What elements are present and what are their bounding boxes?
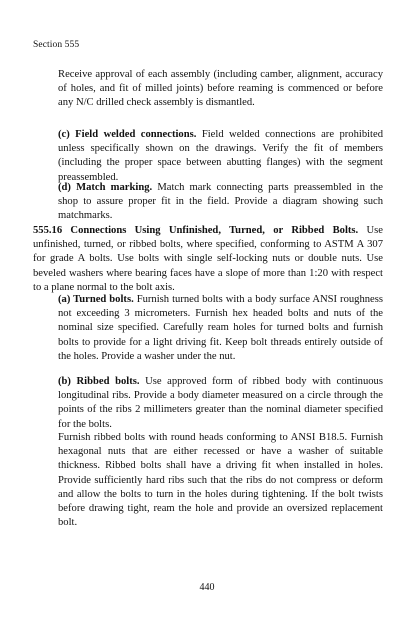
paragraph-field-welded [58, 128, 383, 185]
paragraph-assembly-approval [58, 68, 383, 111]
paragraph-heading: (c) Field welded connections. [58, 129, 197, 140]
paragraph-555-16 [33, 224, 383, 295]
paragraph-heading: (b) Ribbed bolts. [58, 376, 140, 387]
paragraph-turned-bolts [58, 293, 383, 364]
page-number: 440 [199, 582, 215, 593]
paragraph-text: Receive approval of each assembly (including camber, alignment, accuracy of holes, and fit of milled joints) before reaming is commenced or before any N/C drilled check assembly is dismantled. [58, 69, 383, 109]
paragraph-text: Furnish turned bolts with a body surface ANSI roughness not exceeding 3 micrometers. Furnish hex headed bolts and nuts of the nominal size specified. Carefully ream holes for turned bolts and furnish bolts to provide for a light driving fit. Keep bolt threads entirely outside of the holes. Provide a washer under the nut. [58, 294, 383, 362]
paragraph-ribbed-bolt-heads [58, 431, 383, 530]
paragraph-heading: 555.16 Connections Using Unfinished, Turned, or Ribbed Bolts. [33, 225, 359, 236]
paragraph-text: Use approved form of ribbed body with continuous longitudinal ribs. Provide a body diameter measured on a circle through the points of the ribs 2 millimeters greater than the nominal diameter specified for the bolts. [58, 376, 383, 430]
paragraph-heading: (d) Match marking. [58, 182, 153, 193]
paragraph-text: Field welded connections are prohibited unless specifically shown on the drawings. Verify the fit of members (including the proper space between abutting flanges) with the segment preassembled. [58, 129, 383, 183]
paragraph-ribbed-bolts [58, 375, 383, 432]
paragraph-text: Furnish ribbed bolts with round heads conforming to ANSI B18.5. Furnish hexagonal nuts that are either recessed or have a washer of suitable thickness. Ribbed bolts shall have a driving fit when installed in holes. Provide sufficiently hard ribs such that the ribs do not compress or deform and allow the bolts to turn in the holes during tightening. If the bolt twists before drawing tight, ream the hole and provide an oversized replacement bolt. [58, 432, 383, 529]
paragraph-text: Use unfinished, turned, or ribbed bolts, where specified, conforming to ASTM A 307 for grade A bolts. Use bolts with single self-locking nuts or double nuts. Use beveled washers where bearing faces have a slope of more than 1:20 with respect to a plane normal to the bolt axis. [33, 225, 383, 293]
paragraph-heading: (a) Turned bolts. [58, 294, 134, 305]
section-header: Section 555 [33, 40, 80, 50]
paragraph-match-marking [58, 181, 383, 224]
paragraph-text: Match mark connecting parts preassembled in the shop to assure proper fit in the field. Provide a diagram showing such matchmarks. [58, 182, 383, 222]
